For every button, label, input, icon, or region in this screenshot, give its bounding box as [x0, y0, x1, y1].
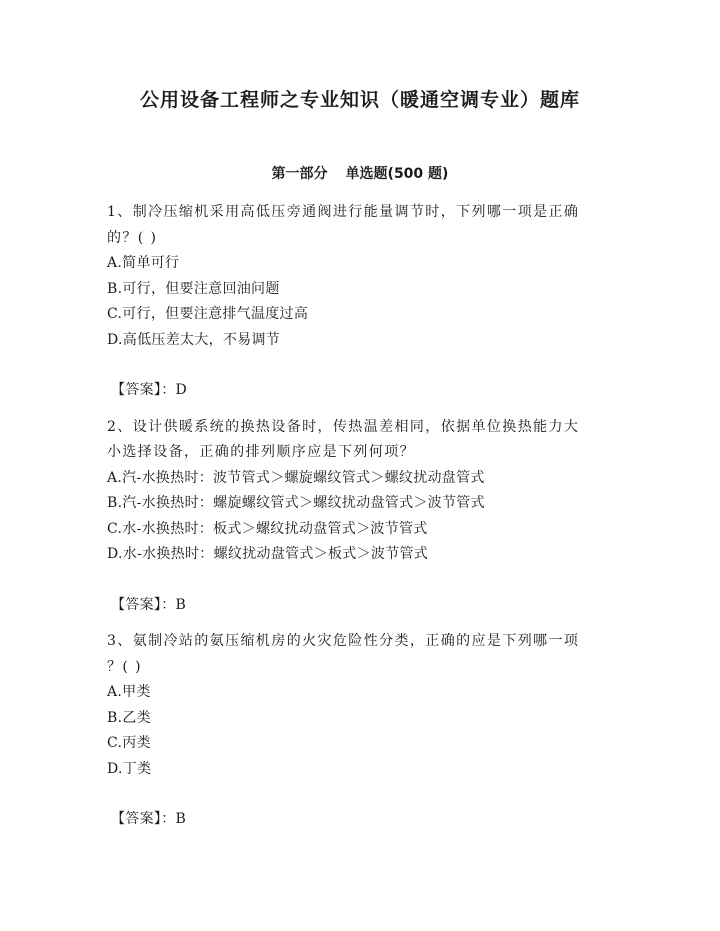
- option-a: A.汽-水换热时：波节管式＞螺旋螺纹管式＞螺纹扰动盘管式: [107, 469, 485, 486]
- question-stem-line: 3、氨制冷站的氨压缩机房的火灾危险性分类，正确的应是下列哪一项: [107, 633, 580, 649]
- section-part: 第一部分: [271, 166, 328, 182]
- question-1: [107, 200, 612, 404]
- option-b: B.可行，但要注意回油问题: [107, 280, 280, 297]
- question-stem-line: 2、设计供暖系统的换热设备时，传热温差相同，依据单位换热能力大: [107, 418, 580, 435]
- answer-value: D: [175, 382, 188, 398]
- section-name: 单选题(500 题): [345, 166, 449, 182]
- question-list: [107, 200, 612, 844]
- question-stem-line: ？( ): [107, 658, 142, 675]
- option-b: B.汽-水换热时：螺旋螺纹管式＞螺纹扰动盘管式＞波节管式: [107, 495, 485, 511]
- option-a: A.甲类: [107, 684, 151, 700]
- answer-label: 【答案】：: [111, 596, 176, 613]
- option-d: D.丁类: [107, 760, 152, 777]
- section-heading: [0, 163, 720, 185]
- answer-value: B: [175, 811, 187, 827]
- question-2: [107, 415, 612, 619]
- answer-line: [111, 807, 612, 833]
- question-3: [107, 629, 612, 833]
- option-b: B.乙类: [107, 709, 151, 726]
- question-stem-line: 的？( ): [107, 229, 158, 246]
- option-a: A.简单可行: [107, 255, 180, 271]
- option-c: C.可行，但要注意排气温度过高: [107, 306, 309, 322]
- option-c: C.水-水换热时：板式＞螺纹扰动盘管式＞波节管式: [107, 520, 428, 537]
- document-title: 公用设备工程师之专业知识（暖通空调专业）题库: [139, 89, 580, 111]
- answer-line: [111, 593, 612, 619]
- question-stem-line: 小选择设备，正确的排列顺序应是下列何项？: [107, 444, 415, 460]
- option-d: D.水-水换热时：螺纹扰动盘管式＞板式＞波节管式: [107, 546, 429, 562]
- answer-line: [111, 378, 612, 404]
- answer-label: 【答案】：: [111, 382, 176, 398]
- option-c: C.丙类: [107, 735, 151, 751]
- question-stem-line: 1、制冷压缩机采用高低压旁通阀进行能量调节时，下列哪一项是正确: [107, 204, 580, 220]
- option-d: D.高低压差太大，不易调节: [107, 331, 281, 348]
- answer-value: B: [175, 596, 187, 613]
- answer-label: 【答案】：: [111, 811, 176, 827]
